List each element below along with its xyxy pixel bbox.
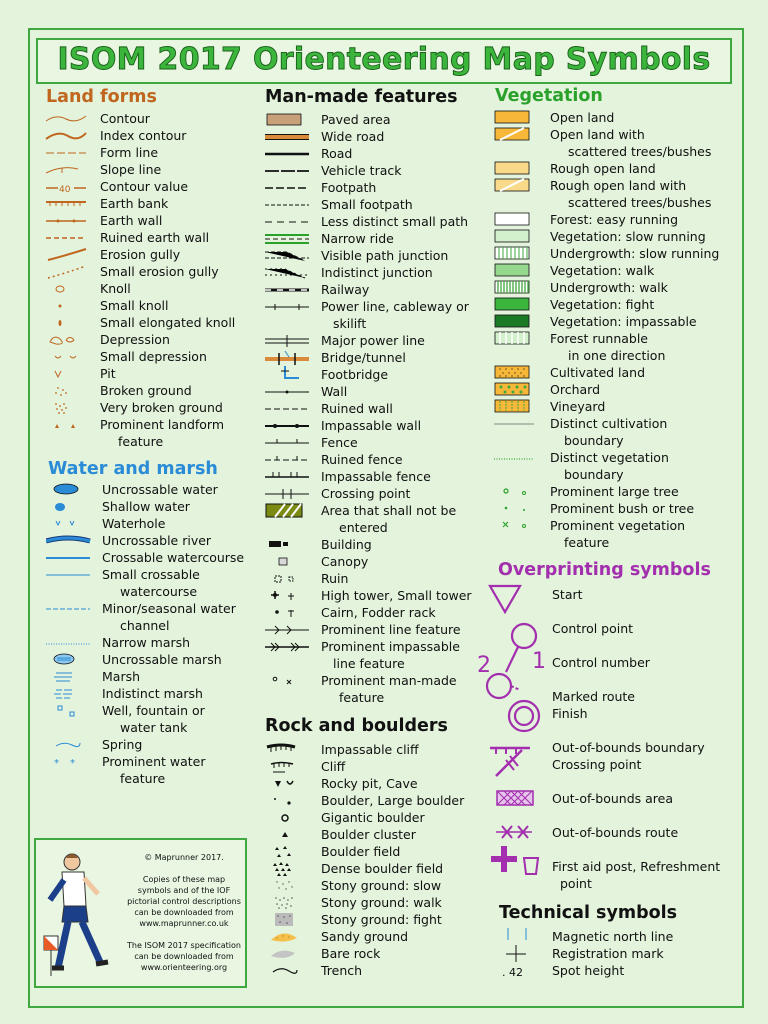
pit-icon xyxy=(44,365,90,382)
waterhole-icon xyxy=(46,515,92,532)
bridge-tunnel-icon xyxy=(265,349,311,366)
high-tower-icon xyxy=(265,587,311,604)
open-land-icon xyxy=(494,109,540,126)
index-contour-icon xyxy=(44,127,90,144)
stony-ground-walk-icon xyxy=(265,894,311,911)
earth-bank-icon xyxy=(44,195,90,212)
cliff-icon xyxy=(265,758,311,775)
svg-text:. 42: . 42 xyxy=(502,966,523,979)
svg-text:*: * xyxy=(54,758,59,769)
rough-open-land-scattered-icon xyxy=(494,177,540,194)
power-line-icon xyxy=(265,298,311,315)
crossable-watercourse-icon xyxy=(46,549,92,566)
indistinct-junction-icon xyxy=(265,264,311,281)
stony-ground-slow-icon xyxy=(265,877,311,894)
credit-line: Copies of these map xyxy=(142,875,226,884)
rocky-pit-icon xyxy=(265,775,311,792)
rock-title: Rock and boulders xyxy=(265,716,448,736)
credits-box xyxy=(34,838,247,988)
svg-text:*: * xyxy=(70,758,75,769)
undergrowth-walk-icon xyxy=(494,279,540,296)
ruin-icon xyxy=(265,570,311,587)
control-number-1: 1 xyxy=(532,649,546,674)
credit-line: can be downloaded from xyxy=(134,908,234,917)
marsh-icon xyxy=(46,668,92,685)
well-icon xyxy=(46,702,92,719)
prominent-landform-icon xyxy=(44,416,90,433)
svg-text:40: 40 xyxy=(59,185,71,195)
uncrossable-water-icon xyxy=(46,481,92,498)
uncrossable-river-icon xyxy=(46,532,92,549)
crossing-point-icon xyxy=(265,485,311,502)
open-land-scattered-icon xyxy=(494,126,540,143)
land-forms-title: Land forms xyxy=(46,87,157,107)
vegetation-walk-icon xyxy=(494,262,540,279)
small-crossable-watercourse-icon xyxy=(46,566,92,583)
prominent-water-feature-icon xyxy=(46,753,92,770)
narrow-ride-icon xyxy=(265,230,311,247)
small-knoll-icon xyxy=(44,297,90,314)
railway-icon xyxy=(265,281,311,298)
boulder-cluster-icon xyxy=(265,826,311,843)
knoll-icon xyxy=(44,280,90,297)
footpath-icon xyxy=(265,179,311,196)
canopy-icon xyxy=(265,553,311,570)
narrow-marsh-icon xyxy=(46,634,92,651)
boulder-icon xyxy=(265,792,311,809)
slope-line-icon xyxy=(44,161,90,178)
vegetation-slow-icon xyxy=(494,228,540,245)
dense-boulder-field-icon xyxy=(265,860,311,877)
credit-line: The ISOM 2017 specification xyxy=(127,941,241,950)
credit-link[interactable]: www.orienteering.org xyxy=(140,963,228,972)
depression-icon xyxy=(44,331,90,348)
page-title: ISOM 2017 Orienteering Map Symbols xyxy=(57,42,711,77)
credit-line: © Maprunner 2017. xyxy=(144,853,224,862)
indistinct-marsh-icon xyxy=(46,685,92,702)
small-elongated-knoll-icon xyxy=(44,314,90,331)
control-point-icon xyxy=(512,624,536,648)
refreshment-icon xyxy=(524,858,538,874)
runner-illustration-icon xyxy=(42,850,118,980)
vehicle-track-icon xyxy=(265,162,311,179)
marked-route-icon xyxy=(511,686,520,690)
credit-line: can be downloaded from xyxy=(134,952,234,961)
forest-easy-icon xyxy=(494,211,540,228)
impassable-fence-icon xyxy=(265,468,311,485)
vegetation-boundary-icon xyxy=(494,449,540,466)
out-of-bounds-area-icon xyxy=(265,502,311,519)
wall-icon xyxy=(265,383,311,400)
finish-icon xyxy=(509,701,539,731)
stony-ground-fight-icon xyxy=(265,911,311,928)
trench-icon xyxy=(265,962,311,979)
contour-value-icon xyxy=(44,178,90,195)
prominent-vegetation-icon xyxy=(494,517,540,534)
cultivated-land-icon xyxy=(494,364,540,381)
orchard-icon xyxy=(494,381,540,398)
undergrowth-slow-icon xyxy=(494,245,540,262)
magnetic-north-line-icon xyxy=(494,928,540,945)
prominent-man-made-feature-icon xyxy=(265,672,311,689)
contour-icon xyxy=(44,110,90,127)
paved-area-icon xyxy=(265,111,311,128)
credit-link[interactable]: www.maprunner.co.uk xyxy=(139,919,229,928)
vineyard-icon xyxy=(494,398,540,415)
credit-line: symbols and of the IOF xyxy=(137,886,231,895)
manmade-title: Man-made features xyxy=(265,87,458,107)
ruined-fence-icon xyxy=(265,451,311,468)
cairn-icon xyxy=(265,604,311,621)
small-erosion-gully-icon xyxy=(44,263,90,280)
ruined-earth-wall-icon xyxy=(44,229,90,246)
major-power-line-icon xyxy=(265,332,311,349)
erosion-gully-icon xyxy=(44,246,90,263)
impassable-cliff-icon xyxy=(265,741,311,758)
bush-or-tree-icon xyxy=(494,500,540,517)
shallow-water-icon xyxy=(46,498,92,515)
ruined-wall-icon xyxy=(265,400,311,417)
impassable-wall-icon xyxy=(265,417,311,434)
bare-rock-icon xyxy=(265,945,311,962)
out-of-bounds-area-overprint-icon xyxy=(497,791,533,805)
wide-road-icon xyxy=(265,128,311,145)
title-box xyxy=(36,38,732,84)
minor-seasonal-water-icon xyxy=(46,600,92,617)
large-tree-icon xyxy=(494,483,540,500)
boulder-field-icon xyxy=(265,843,311,860)
very-broken-ground-icon xyxy=(44,399,90,416)
earth-wall-icon xyxy=(44,212,90,229)
first-aid-icon xyxy=(491,846,517,872)
building-icon xyxy=(265,536,311,553)
overprint-symbols-graphic xyxy=(476,582,556,892)
control-number-2: 2 xyxy=(477,653,491,678)
vegetation-title: Vegetation xyxy=(495,86,603,106)
visible-path-junction-icon xyxy=(265,247,311,264)
road-icon xyxy=(265,145,311,162)
rough-open-land-icon xyxy=(494,160,540,177)
spot-height-icon xyxy=(494,962,540,979)
form-line-icon xyxy=(44,144,90,161)
overprint-title: Overprinting symbols xyxy=(498,560,711,580)
start-icon xyxy=(490,586,520,612)
vegetation-impassable-icon xyxy=(494,313,540,330)
cultivation-boundary-icon xyxy=(494,415,540,432)
small-footpath-icon xyxy=(265,196,311,213)
small-depression-icon xyxy=(44,348,90,365)
footbridge-icon xyxy=(265,366,311,383)
gigantic-boulder-icon xyxy=(265,809,311,826)
registration-mark-icon xyxy=(494,945,540,962)
broken-ground-icon xyxy=(44,382,90,399)
uncrossable-marsh-icon xyxy=(46,651,92,668)
prominent-impassable-line-icon xyxy=(265,638,311,655)
technical-title: Technical symbols xyxy=(499,903,678,923)
water-title: Water and marsh xyxy=(48,459,218,479)
prominent-line-feature-icon xyxy=(265,621,311,638)
forest-runnable-direction-icon xyxy=(494,330,540,347)
credit-line: pictorial control descriptions xyxy=(127,897,241,906)
spring-icon xyxy=(46,736,92,753)
less-distinct-path-icon xyxy=(265,213,311,230)
fence-icon xyxy=(265,434,311,451)
vegetation-fight-icon xyxy=(494,296,540,313)
sandy-ground-icon xyxy=(265,928,311,945)
